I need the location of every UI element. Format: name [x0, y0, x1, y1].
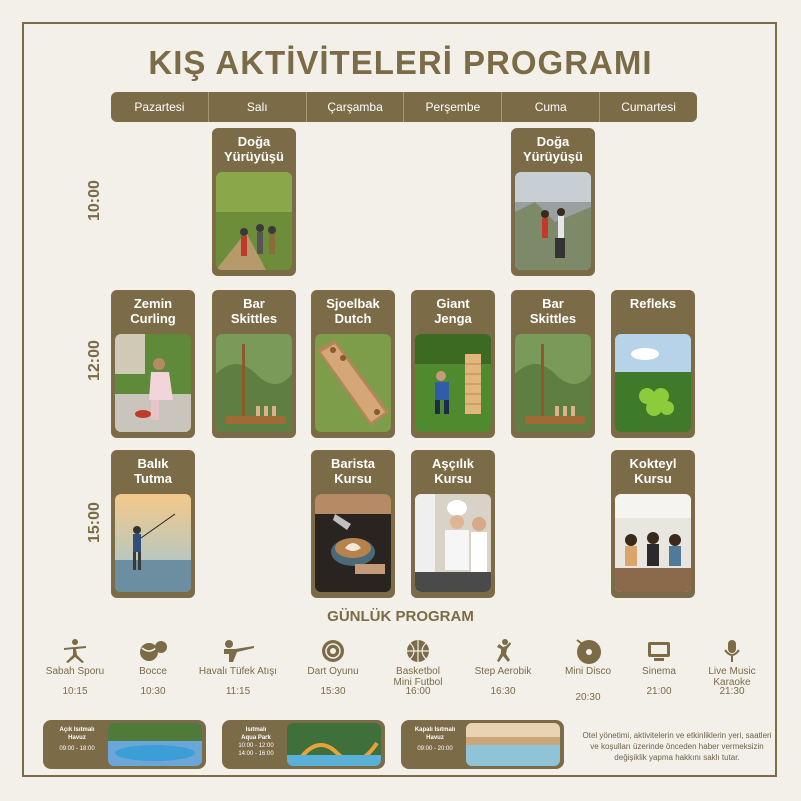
sjoelbak-photo	[315, 334, 391, 432]
hiking-photo	[216, 172, 292, 270]
card-label: Refleks	[629, 296, 677, 311]
day-cuma: Cuma	[502, 92, 600, 122]
card-label: Zemin	[133, 296, 173, 311]
rifle-shooter-icon	[198, 638, 278, 664]
daily-item-havali-tufek	[198, 638, 278, 697]
daily-item-bocce	[113, 638, 193, 697]
cinema-icon	[619, 638, 699, 664]
daily-item-name: Step Aerobik	[474, 666, 532, 677]
daily-item-time: 16:30	[490, 686, 516, 697]
card-label: Skittles	[529, 311, 577, 326]
card-zemin-curling[interactable]	[111, 290, 195, 438]
daily-item-name: Mini Disco	[564, 666, 612, 677]
bocce-ball-icon	[113, 638, 193, 664]
jenga-photo	[415, 334, 491, 432]
card-label: Sjoelbak	[326, 296, 380, 311]
card-label: Bar	[542, 296, 564, 311]
daily-item-live-music	[692, 638, 772, 697]
day-pazartesi: Pazartesi	[111, 92, 209, 122]
card-label: Kokteyl	[629, 456, 677, 471]
pool-card-kapali	[401, 720, 564, 769]
daily-item-time: 16:00	[405, 686, 431, 697]
daily-item-time: 10:15	[62, 686, 88, 697]
daily-item-name: Sinema	[642, 666, 676, 677]
pool-hours: 09:00 - 18:00	[59, 746, 95, 752]
pool-name: Isıtmalı	[245, 727, 267, 733]
daily-item-time: 15:30	[320, 686, 346, 697]
curling-photo	[115, 334, 191, 432]
day-carsamba: Çarşamba	[307, 92, 405, 122]
time-label-10: 10:00	[86, 180, 103, 221]
daily-item-name: Havalı Tüfek Atışı	[198, 666, 278, 677]
daily-item-name: Live Music	[708, 666, 756, 677]
daily-item-sinema	[619, 638, 699, 697]
dartboard-icon	[293, 638, 373, 664]
card-label: Dutch	[334, 311, 372, 326]
page-title: KIŞ AKTİVİTELERİ PROGRAMI	[148, 44, 653, 81]
card-label: Doğa	[536, 134, 570, 149]
time-label-15: 15:00	[86, 502, 103, 543]
pool-hours: 09:00 - 20:00	[417, 746, 453, 752]
daily-item-name: Sabah Sporu	[45, 666, 105, 677]
pool-hours-line2: 14:00 - 16:00	[238, 751, 274, 757]
card-sjoelbak-dutch[interactable]	[311, 290, 395, 438]
daily-item-name: Dart Oyunu	[307, 666, 359, 677]
card-label: Yürüyüşü	[523, 149, 583, 164]
day-persembe: Perşembe	[404, 92, 502, 122]
card-label: Aşçılık	[432, 456, 474, 471]
card-label: Kursu	[334, 471, 372, 486]
disco-disc-icon	[548, 638, 628, 664]
daily-item-sabah-sporu	[35, 638, 115, 697]
disclaimer-note: Otel yönetimi, aktivitelerin ve etkinliklerin yeri, saatleri ve koşulları üzerinde önceden haber vermeksizin değişiklik yapma hakkını saklı tutar.	[582, 731, 772, 762]
card-barista-kursu[interactable]	[311, 450, 395, 598]
card-balik-tutma[interactable]	[111, 450, 195, 598]
yoga-icon	[35, 638, 115, 664]
pool-name-line2: Aqua Park	[241, 735, 271, 741]
cocktail-photo	[615, 494, 691, 592]
daily-item-dart-oyunu	[293, 638, 373, 697]
daily-program-title: GÜNLÜK PROGRAM	[327, 608, 474, 625]
card-label: Yürüyüşü	[224, 149, 284, 164]
pool-name: Açık Isıtmalı	[59, 727, 95, 733]
card-label: Tutma	[133, 471, 173, 486]
aqua-park-photo	[287, 723, 381, 766]
cooking-photo	[415, 494, 491, 592]
card-doga-yuruyusu-cuma[interactable]	[511, 128, 595, 276]
card-ascilik-kursu[interactable]	[411, 450, 495, 598]
daily-item-time: 20:30	[575, 692, 601, 703]
skittles-photo	[515, 334, 591, 432]
pool-name-line2: Havuz	[68, 735, 86, 741]
card-label: Jenga	[434, 311, 472, 326]
daily-item-name-line2: Karaoke	[713, 677, 751, 688]
daily-item-time: 10:30	[140, 686, 166, 697]
indoor-pool-photo	[466, 723, 560, 766]
daily-item-time: 11:15	[225, 686, 251, 697]
card-label: Skittles	[230, 311, 278, 326]
barista-photo	[315, 494, 391, 592]
card-label: Doğa	[237, 134, 271, 149]
day-cumartesi: Cumartesi	[621, 100, 676, 114]
time-label-12: 12:00	[86, 340, 103, 381]
daily-item-mini-disco	[548, 638, 628, 703]
card-label: Curling	[130, 311, 176, 326]
daily-item-time: 21:00	[646, 686, 672, 697]
card-kokteyl-kursu[interactable]	[611, 450, 695, 598]
card-giant-jenga[interactable]	[411, 290, 495, 438]
card-bar-skittles-cuma[interactable]	[511, 290, 595, 438]
daily-item-name: Basketbol	[396, 666, 440, 677]
daily-item-basketbol	[378, 638, 458, 697]
pool-card-aqua-park	[222, 720, 385, 769]
fishing-photo	[115, 494, 191, 592]
day-header-bar	[111, 92, 697, 122]
card-label: Kursu	[434, 471, 472, 486]
card-doga-yuruyusu-sali[interactable]	[212, 128, 296, 276]
card-label: Bar	[243, 296, 265, 311]
card-refleks[interactable]	[611, 290, 695, 438]
microphone-icon	[692, 638, 772, 664]
basketball-icon	[378, 638, 458, 664]
aerobic-icon	[463, 638, 543, 664]
daily-item-time: 21:30	[719, 686, 745, 697]
card-label: Kursu	[634, 471, 672, 486]
outdoor-pool-photo	[108, 723, 202, 766]
daily-item-name-line2: Mini Futbol	[393, 677, 443, 688]
pool-name-line2: Havuz	[426, 735, 444, 741]
card-bar-skittles-sali[interactable]	[212, 290, 296, 438]
daily-item-name: Bocce	[139, 666, 167, 677]
pool-hours: 10:00 - 12:00	[238, 743, 274, 749]
card-label: Balık	[137, 456, 169, 471]
daily-item-step-aerobik	[463, 638, 543, 697]
refleks-photo	[615, 334, 691, 432]
card-label: Giant	[436, 296, 470, 311]
skittles-photo	[216, 334, 292, 432]
card-label: Barista	[330, 456, 376, 471]
pool-card-acik	[43, 720, 206, 769]
hiking-photo	[515, 172, 591, 270]
pool-name: Kapalı Isıtmalı	[414, 727, 456, 733]
day-sali: Salı	[209, 92, 307, 122]
